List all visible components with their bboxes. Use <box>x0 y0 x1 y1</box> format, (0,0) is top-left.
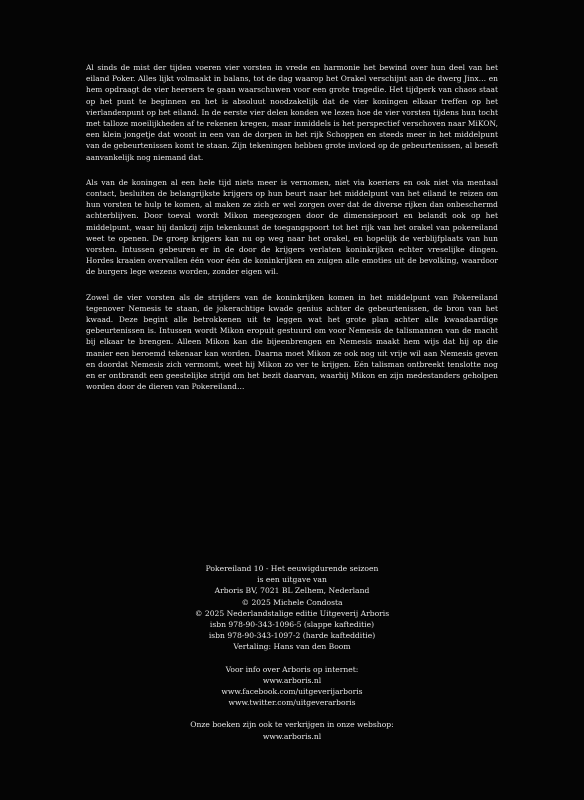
twitter-link[interactable]: www.twitter.com/uitgeverarboris <box>228 698 356 708</box>
translator-credit: Vertaling: Hans van den Boom <box>233 642 351 652</box>
publisher-intro: is een uitgave van <box>257 575 327 585</box>
webshop-link[interactable]: www.arboris.nl <box>262 731 322 741</box>
synopsis-text <box>86 62 498 406</box>
website-link[interactable]: www.arboris.nl <box>262 675 322 685</box>
copyright-author: © 2025 Michele Condosta <box>241 597 343 607</box>
facebook-link[interactable]: www.facebook.com/uitgeverijarboris <box>221 687 363 697</box>
synopsis-paragraph-1: Al sinds de mist der tijden voeren vier vorsten in vrede en harmonie het bewind over hun deel van het eiland Poker. Alles lijkt volmaakt in balans, tot de dag waarop het Orakel verschijnt aan de dwerg Jinx… en hem opdraagt de vier heersers te gaan waarschuwen voor een grote tragedie. Het tijdperk van chaos staat op het punt te beginnen en het is absoluut noodzakelijk dat de vier koningen elkaar treffen op het vierlandenpunt op het eiland. In de eerste vier delen konden we lezen hoe de vier vorsten tijdens hun tocht met talloze moeilijkheden af te rekenen kregen, maar inmiddels is het perspectief verschoven naar MiKON, een klein jongetje dat woont in een van de dorpen in het rijk Schoppen en steeds meer in het middelpunt van de gebeurtenissen komt te staan. Zijn tekeningen hebben grote invloed op de gebeurtenissen, al beseft aanvankelijk nog niemand dat. <box>86 63 498 162</box>
synopsis-paragraph-3: Zowel de vier vorsten als de strijders van de koninkrijken komen in het middelpunt van Pokereiland tegenover Nemesis te staan, de jokerachtige kwade genius achter de gebeurtenissen, de bron van het kwaad. Deze begint alle betrokkenen uit te leggen wat het grote plan achter alle kwaadaardige gebeurtenissen is. Intussen wordt Mikon eropuit gestuurd om voor Nemesis de talismannen van de macht bij elkaar te brengen. Alleen Mikon kan die bijeenbrengen en Nemesis maakt hem wijs dat hij op die manier een beroemd tekenaar kan worden. Daarna moet Mikon ze ook nog uit vrije wil aan Nemesis geven en doordat Nemesis zich vermomt, weet hij Mikon zo ver te krijgen. Eén talisman ontbreekt tenslotte nog en er ontbrandt een geestelijke strijd om het bezit daarvan, waarbij Mikon en zijn medestanders geholpen worden door de dieren van Pokereiland… <box>86 292 498 392</box>
book-title-line: Pokereiland 10 - Het eeuwigdurende seizoen <box>205 564 379 573</box>
copyright-edition: © 2025 Nederlandstalige editie Uitgeverij Arboris <box>194 608 390 618</box>
synopsis-paragraph-2: Als van de koningen al een hele tijd niets meer is vernomen, niet via koeriers en ook niet via mentaal contact, besluiten de belangrijkste krijgers op hun beurt naar het middelpunt van het eiland te reizen om hun vorsten te hulp te komen, al maken ze zich er wel zorgen over dat de diverse rijken dan onbeschermd achterblijven. Door toeval wordt Mikon meegezogen door de dimensiepoort en belandt ook op het middelpunt, waar hij dankzij zijn tekenkunst de toegangspoort tot het rijk van het orakel van pokereiland weet te openen. De groep krijgers kan nu op weg naar het orakel, en hopelijk de verblijfplaats van hun vorsten. Intussen gebeuren er in de door de krijgers verlaten koninkrijken echter vreselijke dingen. Hordes kraaien overvallen één voor één de koninkrijken en zuigen alle emoties uit de bevolking, waardoor de burgers lege wezens worden, zonder eigen wil. <box>86 177 498 277</box>
isbn-hardcover: isbn 978-90-343-1097-2 (harde kaftedditie) <box>208 631 376 641</box>
isbn-softcover: isbn 978-90-343-1096-5 (slappe kafteditie) <box>209 620 375 630</box>
spacer <box>86 653 498 664</box>
colophon <box>86 563 498 742</box>
online-info-intro: Voor info over Arboris op internet: <box>225 664 359 674</box>
publisher-address: Arboris BV, 7021 BL Zelhem, Nederland <box>214 586 370 596</box>
spacer <box>86 708 498 719</box>
webshop-intro: Onze boeken zijn ook te verkrijgen in onze webshop: <box>190 720 394 730</box>
